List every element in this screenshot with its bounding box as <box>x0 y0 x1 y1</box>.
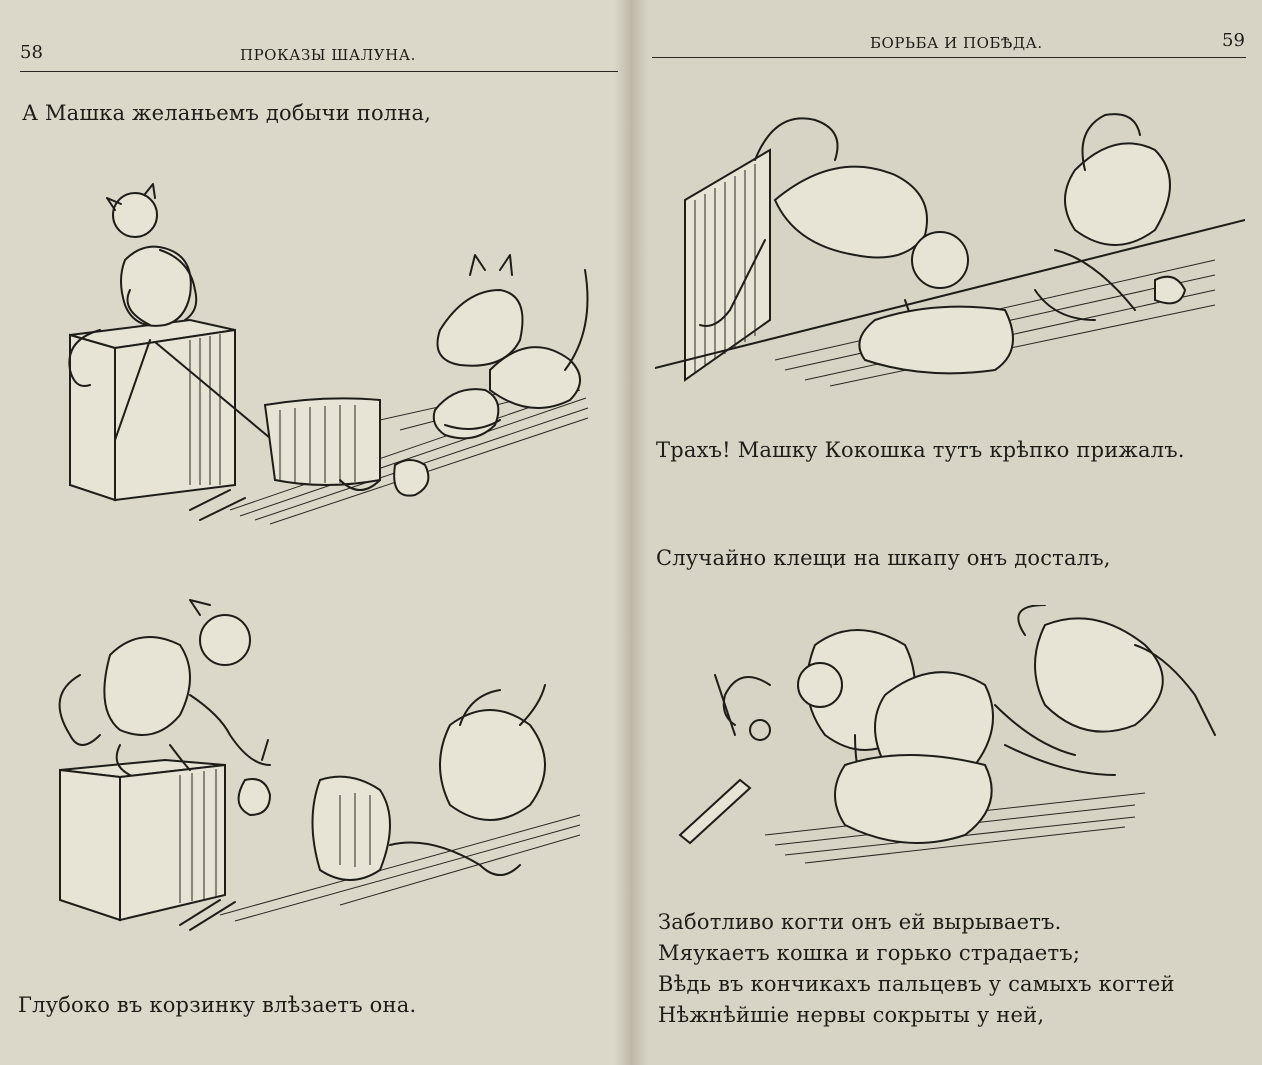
verse-line: Нѣжнѣйшіе нервы сокрыты у ней, <box>658 1003 1045 1027</box>
verse-line: Трахъ! Машку Кокошка тутъ крѣпко прижалъ. <box>656 438 1185 462</box>
left-page-number: 58 <box>20 42 43 63</box>
right-page-number: 59 <box>1222 30 1245 51</box>
verse-line: Заботливо когти онъ ей вырываетъ. <box>658 910 1062 934</box>
verse-line: А Машка желаньемъ добычи полна, <box>22 101 432 125</box>
book-gutter <box>614 0 648 1065</box>
monkey-crouching-on-box-cat-in-basket-illustration <box>40 585 600 945</box>
monkey-on-box-cat-approaching-illustration <box>40 180 600 535</box>
left-header-rule <box>20 71 618 72</box>
monkey-pressed-down-by-cat-illustration <box>655 110 1245 400</box>
right-running-head: БОРЬБА И ПОБѢДА. <box>870 34 1043 52</box>
verse-line: Вѣдь въ кончикахъ пальцевъ у самыхъ когтей <box>658 972 1175 996</box>
verse-line: Случайно клещи на шкапу онъ досталъ, <box>656 546 1111 570</box>
verse-line: Мяукаетъ кошка и горько страдаетъ; <box>658 941 1081 965</box>
left-running-head: ПРОКАЗЫ ШАЛУНА. <box>240 46 416 64</box>
verse-line: Глубоко въ корзинку влѣзаетъ она. <box>18 993 417 1017</box>
monkey-with-pliers-pulling-claws-illustration <box>665 605 1240 875</box>
right-header-rule <box>652 57 1246 58</box>
